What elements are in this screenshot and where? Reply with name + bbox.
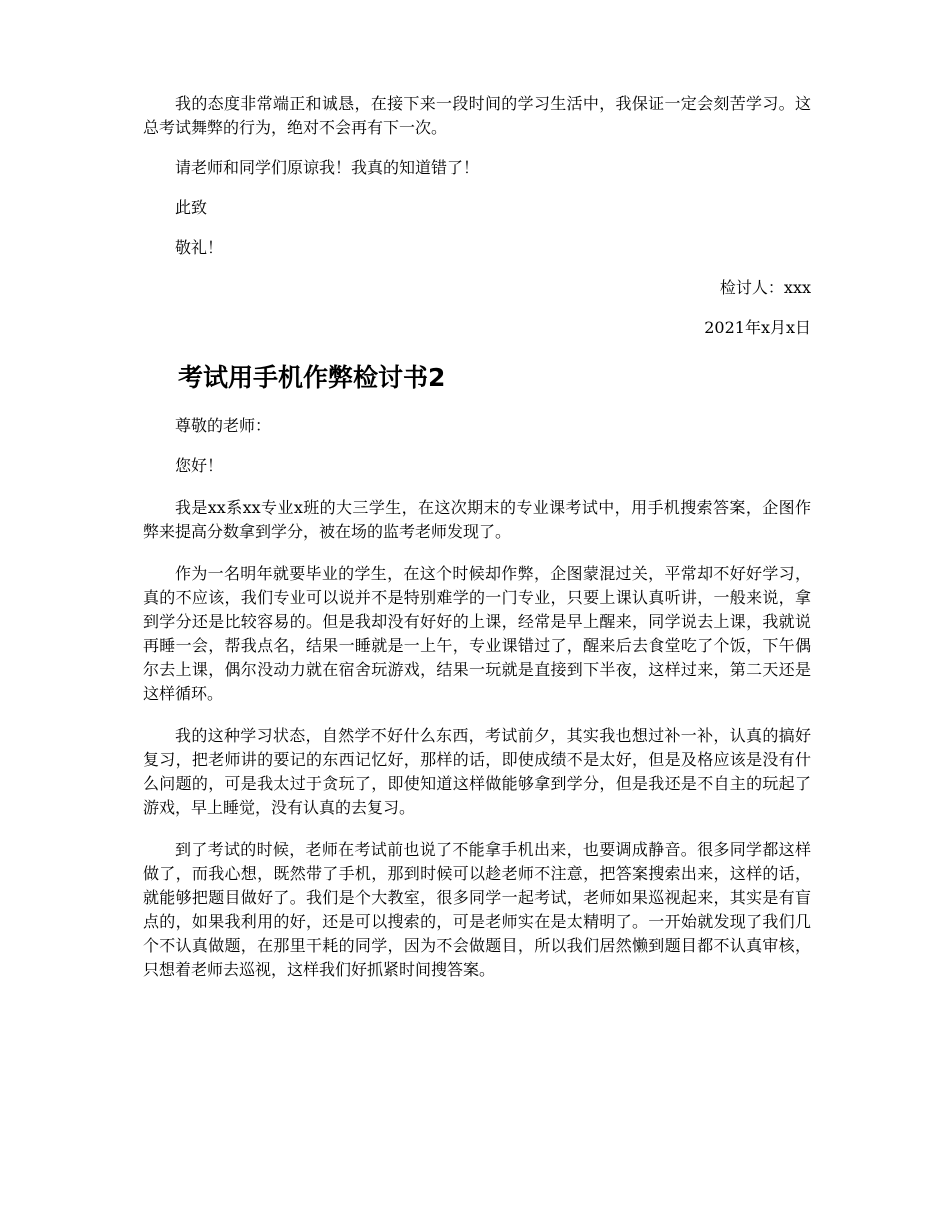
body-paragraph-3: 我的这种学习状态，自然学不好什么东西，考试前夕，其实我也想过补一补，认真的搞好复习，把老师讲的要记的东西记忆好，那样的话，即使成绩不是太好，但是及格应该是没有什么问题的，可是我太过于贪玩了，即使知道这样做能够拿到学分，但是我还是不自主的玩起了游戏，早上睡觉，没有认真的去复习。 — [143, 726, 811, 817]
closing-line-1: 此致 — [175, 198, 208, 217]
body-paragraph-2: 作为一名明年就要毕业的学生，在这个时候却作弊，企图蒙混过关，平常却不好好学习，真的不应该，我们专业可以说并不是特别难学的一门专业，只要上课认真听讲，一般来说，拿到学分还是比较容易的。但是我却没有好好的上课，经常是早上醒来，同学说去上课，我就说再睡一会，帮我点名，结果一睡就是一上午，专业课错过了，醒来后去食堂吃了个饭，下午偶尔去上课，偶尔没动力就在宿舍玩游戏，结果一玩就是直接到下半夜，这样过来，第二天还是这样循环。 — [143, 564, 811, 703]
closing-line-2: 敬礼！ — [175, 238, 224, 257]
apology-line: 请老师和同学们原谅我！我真的知道错了！ — [175, 158, 480, 177]
signature: 检讨人：xxx — [719, 278, 811, 297]
intro-paragraph: 我的态度非常端正和诚恳，在接下来一段时间的学习生活中，我保证一定会刻苦学习。这总考试舞弊的行为，绝对不会再有下一次。 — [143, 94, 811, 137]
document-title: 考试用手机作弊检讨书2 — [178, 363, 446, 392]
body-paragraph-1: 我是xx系xx专业x班的大三学生，在这次期末的专业课考试中，用手机搜索答案，企图作弊来提高分数拿到学分，被在场的监考老师发现了。 — [143, 498, 811, 541]
document-body — [143, 92, 811, 982]
body-paragraph-4: 到了考试的时候，老师在考试前也说了不能拿手机出来，也要调成静音。很多同学都这样做了，而我心想，既然带了手机，那到时候可以趁老师不注意，把答案搜索出来，这样的话，就能够把题目做好了。我们是个大教室，很多同学一起考试，老师如果巡视起来，其实是有盲点的，如果我利用的好，还是可以搜索的，可是老师实在是太精明了。一开始就发现了我们几个不认真做题，在那里干耗的同学，因为不会做题目，所以我们居然懒到题目都不认真审核，只想着老师去巡视，这样我们好抓紧时间搜答案。 — [143, 840, 811, 979]
salutation: 尊敬的老师： — [175, 416, 272, 435]
date-line: 2021年x月x日 — [704, 318, 811, 337]
greeting: 您好！ — [175, 456, 224, 475]
